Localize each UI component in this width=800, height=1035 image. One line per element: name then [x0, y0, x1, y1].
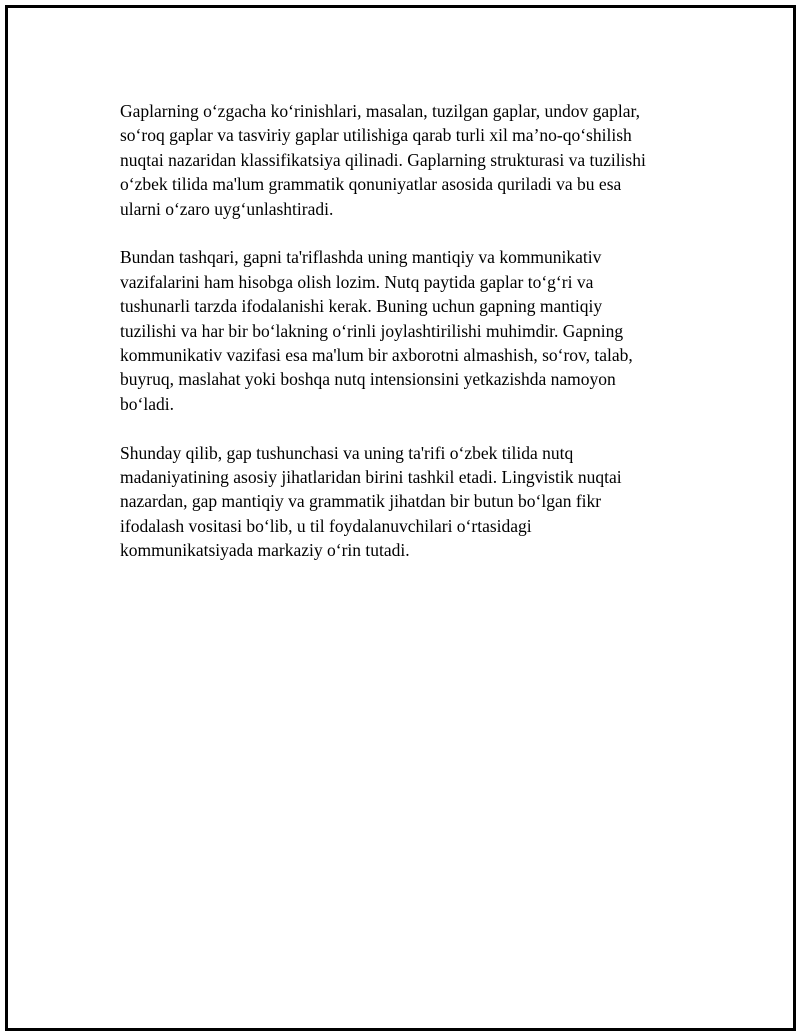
- paragraph-3: Shunday qilib, gap tushunchasi va uning ta'rifi o‘zbek tilida nutq madaniyatining asosiy jihatlaridan birini tashkil etadi. Lingvistik nuqtai nazardan, gap mantiqiy va grammatik jihatdan bir butun bo‘lgan fikr ifodalash vositasi bo‘lib, u til foydalanuvchilari o‘rtasidagi kommunikatsiyada markaziy o‘rin tutadi.: [120, 442, 622, 561]
- page-frame: [5, 5, 796, 1031]
- paragraph-1: Gaplarning o‘zgacha ko‘rinishlari, masalan, tuzilgan gaplar, undov gaplar, so‘roq gaplar va tasviriy gaplar utilishiga qarab turli xil ma’no-qo‘shilish nuqtai nazaridan klassifikatsiya qilinadi. Gaplarning strukturasi va tuzilishi o‘zbek tilida ma'lum grammatik qonuniyatlar asosida quriladi va bu esa ularni o‘zaro uyg‘unlashtiradi.: [120, 101, 646, 219]
- paragraph-2: Bundan tashqari, gapni ta'riflashda uning mantiqiy va kommunikativ vazifalarini ham hisobga olish lozim. Nutq paytida gaplar to‘g‘ri va tushunarli tarzda ifodalanishi kerak. Buning uchun gapning mantiqiy tuzilishi va har bir bo‘lakning o‘rinli joylashtirilishi muhimdir. Gapning kommunikativ vazifasi esa ma'lum bir axborotni almashish, so‘rov, talab, buyruq, maslahat yoki boshqa nutq intensionsini yetkazishda namoyon bo‘ladi.: [120, 247, 633, 414]
- document-body: [120, 99, 680, 587]
